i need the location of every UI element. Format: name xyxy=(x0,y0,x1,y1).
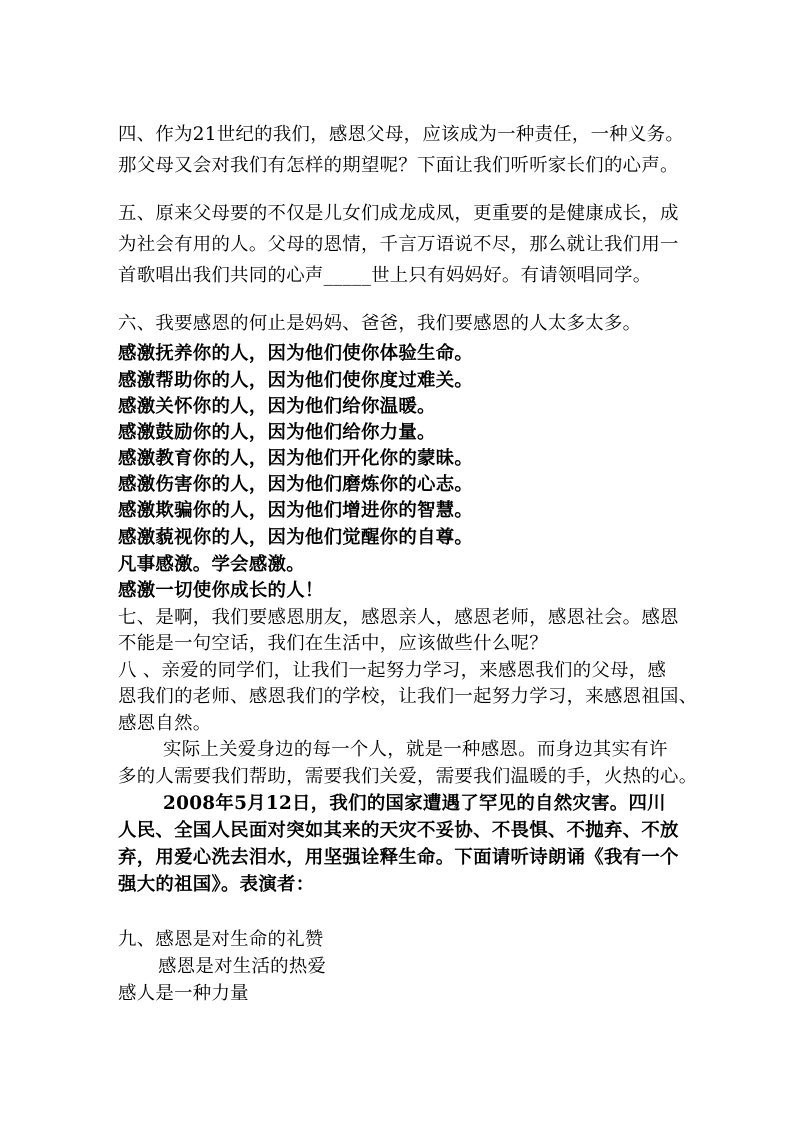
section5-line-1: 五、原来父母要的不仅是儿女们成龙成凤，更重要的是健康成长，成 xyxy=(118,203,679,224)
care-paragraph-line-2: 多的人需要我们帮助，需要我们关爱，需要我们温暖的手，火热的心。 xyxy=(118,766,698,787)
section8-line-1: 八 、亲爱的同学们，让我们一起努力学习，来感恩我们的父母，感 xyxy=(118,660,667,681)
gratitude-line: 感激鼓励你的人，因为他们给你力量。 xyxy=(118,422,436,443)
care-paragraph-line-1: 实际上关爱身边的每一个人，就是一种感恩。而身边其实有许 xyxy=(163,739,668,760)
disaster-paragraph-line-2: 人民、全国人民面对突如其来的天灾不妥协、不畏惧、不抛弃、不放 xyxy=(118,820,679,841)
section7-line-1: 七、是啊，我们要感恩朋友，感恩亲人，感恩老师，感恩社会。感恩 xyxy=(118,607,679,628)
gratitude-line: 感激关怀你的人，因为他们给你温暖。 xyxy=(118,396,436,417)
gratitude-line: 感激抚养你的人，因为他们使你体验生命。 xyxy=(118,343,474,364)
gratitude-line: 感激一切使你成长的人！ xyxy=(118,580,324,601)
section6-intro: 六、我要感恩的何止是妈妈、爸爸，我们要感恩的人太多太多。 xyxy=(118,313,642,334)
disaster-paragraph-line-1: 2008年5月12日，我们的国家遭遇了罕见的自然灾害。四川 xyxy=(163,793,666,814)
gratitude-line: 感激欺骗你的人，因为他们增进你的智慧。 xyxy=(118,500,474,521)
gratitude-line: 感激教育你的人，因为他们开化你的蒙昧。 xyxy=(118,448,474,469)
gratitude-line: 凡事感激。学会感激。 xyxy=(118,554,305,575)
gratitude-line: 感激帮助你的人，因为他们使你度过难关。 xyxy=(118,370,474,391)
section4-line-2: 那父母又会对我们有怎样的期望呢？下面让我们听听家长们的心声。 xyxy=(118,155,679,176)
section9-line-2: 感恩是对生活的热爱 xyxy=(158,956,327,977)
section9-line-1: 九、感恩是对生命的礼赞 xyxy=(118,929,324,950)
disaster-paragraph-line-3: 弃，用爱心洗去泪水，用坚强诠释生命。下面请听诗朗诵《我有一个 xyxy=(118,847,679,868)
section5-line-2: 为社会有用的人。父母的恩情，千言万语说不尽，那么就让我们用一 xyxy=(118,234,679,255)
section7-line-2: 不能是一句空话，我们在生活中，应该做些什么呢？ xyxy=(118,633,548,654)
disaster-paragraph-line-4: 强大的祖国》。表演者： xyxy=(118,874,315,895)
section4-line-1: 四、作为21世纪的我们，感恩父母，应该成为一种责任，一种义务。 xyxy=(118,124,685,145)
gratitude-line: 感激伤害你的人，因为他们磨炼你的心志。 xyxy=(118,474,474,495)
section9-line-3: 感人是一种力量 xyxy=(118,983,249,1004)
section8-line-3: 感恩自然。 xyxy=(118,713,212,734)
section5-line-3: 首歌唱出我们共同的心声_____世上只有妈妈好。有请领唱同学。 xyxy=(118,265,652,286)
section8-line-2: 恩我们的老师、感恩我们的学校，让我们一起努力学习，来感恩祖国、 xyxy=(118,686,698,707)
gratitude-line: 感激藐视你的人，因为他们觉醒你的自尊。 xyxy=(118,527,474,548)
